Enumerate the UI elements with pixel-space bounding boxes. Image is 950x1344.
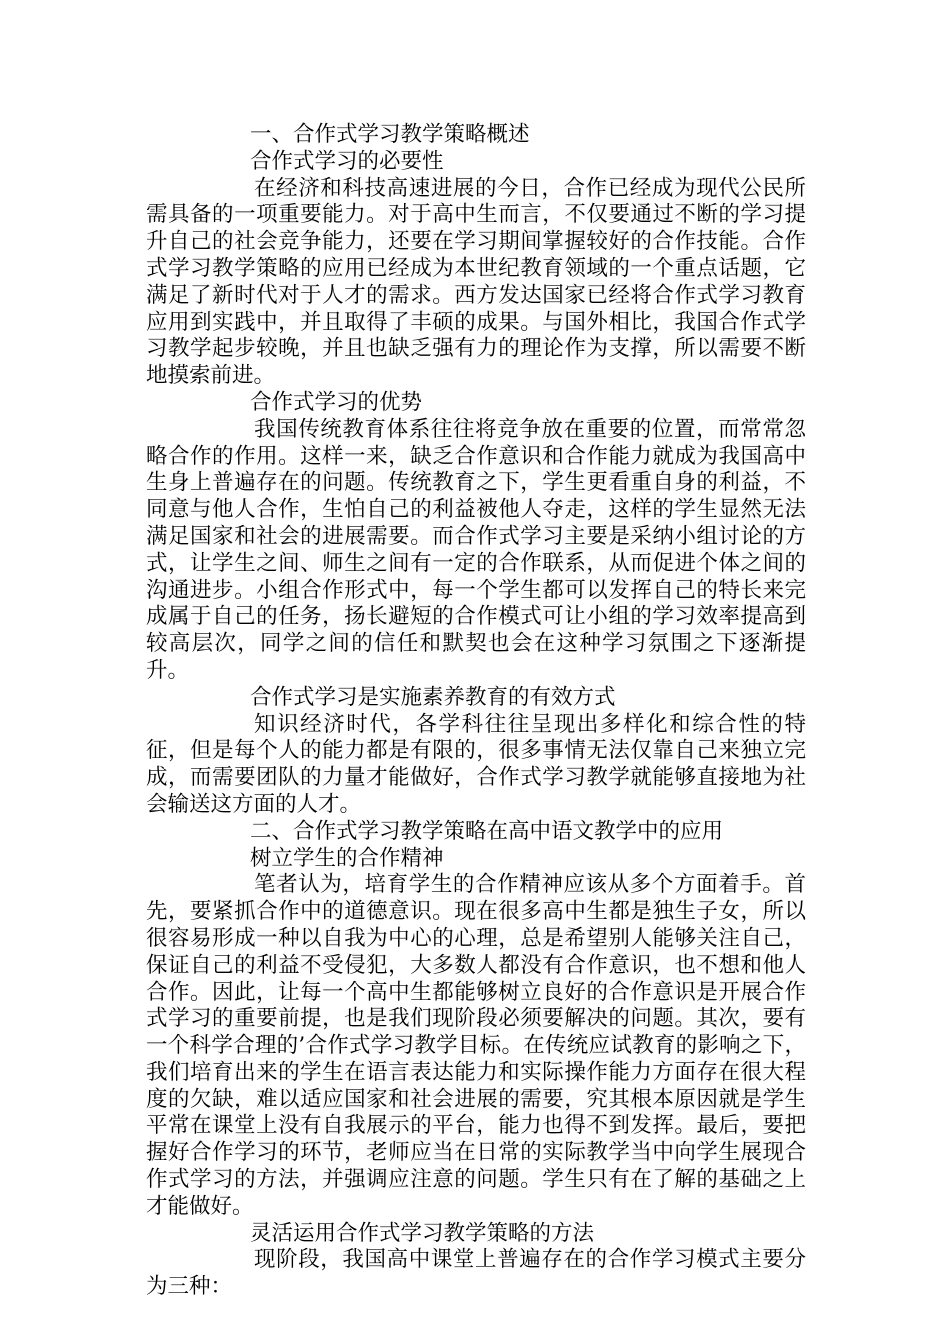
paragraph-advantages: 我国传统教育体系往往将竞争放在重要的位置，而常常忽略合作的作用。这样一来，缺乏合作意识和合作能力就成为我国高中生身上普遍存在的问题。传统教育之下，学生更看重自身的利益，不同意与他人合作，生怕自己的利益被他人夺走，这样的学生显然无法满足国家和社会的进展需要。而合作式学习主要是采纳小组讨论的方式，让学生之间、师生之间有一定的合作联系，从而促进个体之间的沟通进步。小组合作形式中，每一个学生都可以发挥自己的特长来完成属于自己的任务，扬长避短的合作模式可让小组的学习效率提高到较高层次，同学之间的信任和默契也会在这种学习氛围之下逐渐提升。 — [146, 416, 806, 683]
subheading-quality-education: 合作式学习是实施素养教育的有效方式 — [250, 684, 616, 710]
subheading-flexible-methods: 灵活运用合作式学习教学策略的方法 — [250, 1220, 595, 1246]
section-heading-1: 一、合作式学习教学策略概述 — [250, 122, 530, 147]
subheading-advantages: 合作式学习的优势 — [250, 389, 423, 415]
paragraph-quality-education: 知识经济时代，各学科往往呈现出多样化和综合性的特征，但是每个人的能力都是有限的，很多事情无法仅靠自己来独立完成，而需要团队的力量才能做好，合作式学习教学就能够直接地为社会输送这方面的人才。 — [146, 711, 806, 817]
paragraph-necessity: 在经济和科技高速进展的今日，合作已经成为现代公民所需具备的一项重要能力。对于高中生而言，不仅要通过不断的学习提升自己的社会竞争能力，还要在学习期间掌握较好的合作技能。合作式学习教学策略的应用已经成为本世纪教育领域的一个重点话题，它满足了新时代对于人才的需求。西方发达国家已经将合作式学习教育应用到实践中，并且取得了丰硕的成果。与国外相比，我国合作式学习教学起步较晚，并且也缺乏强有力的理论作为支撑，所以需要不断地摸索前进。 — [146, 175, 806, 389]
document-body — [146, 122, 806, 1301]
paragraph-cooperation-spirit: 笔者认为，培育学生的合作精神应该从多个方面着手。首先，要紧抓合作中的道德意识。现在很多高中生都是独生子女，所以很容易形成一种以自我为中心的心理，总是希望别人能够关注自己，保证自己的利益不受侵犯，大多数人都没有合作意识，也不想和他人合作。因此，让每一个高中生都能够树立良好的合作意识是开展合作式学习的重要前提，也是我们现阶段必须要解决的问题。其次，要有一个科学合理的’合作式学习教学目标。在传统应试教育的影响之下，我们培育出来的学生在语言表达能力和实际操作能力方面存在很大程度的欠缺，难以适应国家和社会进展的需要，究其根本原因就是学生平常在课堂上没有自我展示的平台，能力也得不到发挥。最后，要把握好合作学习的环节，老师应当在日常的实际教学当中向学生展现合作式学习的方法，并强调应注意的问题。学生只有在了解的基础之上才能做好。 — [146, 872, 806, 1219]
subheading-necessity: 合作式学习的必要性 — [250, 148, 444, 174]
section-heading-2: 二、合作式学习教学策略在高中语文教学中的应用 — [250, 818, 724, 844]
subheading-cooperation-spirit: 树立学生的合作精神 — [250, 845, 444, 871]
paragraph-flexible-methods: 现阶段，我国高中课堂上普遍存在的合作学习模式主要分为三种： — [146, 1247, 806, 1300]
